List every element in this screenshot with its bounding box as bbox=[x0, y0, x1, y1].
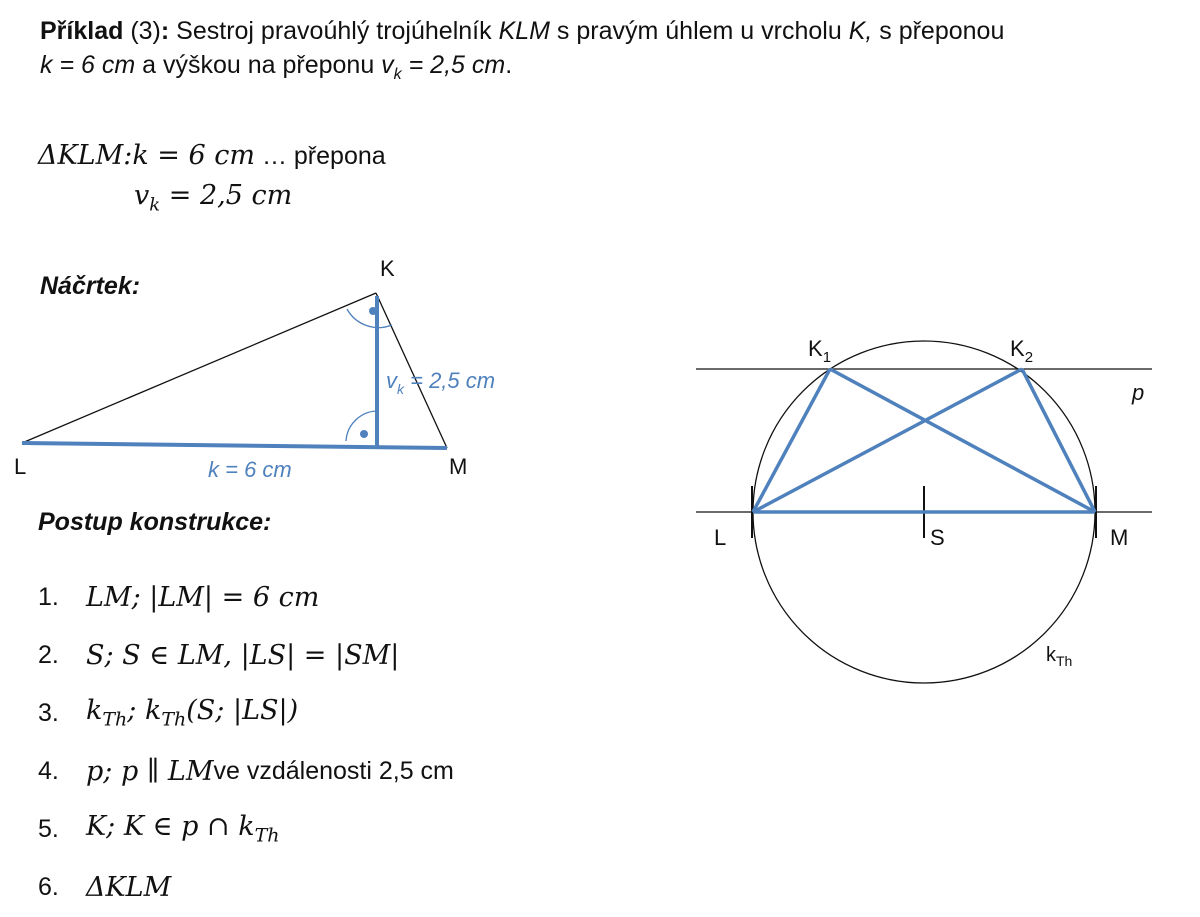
task-line-2: k = 6 cm a výškou na přeponu $v_k = 2,5$ cm. bbox=[40, 51, 513, 83]
label-S: S bbox=[930, 525, 945, 550]
label-p: p bbox=[1132, 380, 1145, 405]
sketch-label-K: K bbox=[380, 256, 395, 281]
sketch-title: Náčrtek: bbox=[40, 272, 141, 300]
label-K2: $K_2$ bbox=[1010, 336, 1034, 366]
label-K1: $K_1$ bbox=[808, 336, 832, 366]
task-number: (3) bbox=[130, 17, 161, 45]
sketch-label-L: L bbox=[14, 454, 27, 479]
task-label: Příklad bbox=[40, 17, 124, 45]
sketch-label-M: M bbox=[449, 454, 468, 479]
construction-title: Postup konstrukce: bbox=[38, 508, 272, 536]
segment-K1M bbox=[830, 369, 1095, 512]
step-3: 3. $k_{Th}$; $k_{Th}(S$; |LS|) bbox=[38, 695, 299, 731]
triangle-name: KLM bbox=[498, 17, 550, 45]
given-triangle: ΔKLM bbox=[38, 140, 124, 171]
label-M: M bbox=[1110, 525, 1129, 550]
label-L: L bbox=[714, 525, 727, 550]
given-hyp: k = 6 cm bbox=[132, 140, 255, 171]
step-4: 4. p; p ∥ LM ve vzdálenosti 2,5 cm bbox=[38, 755, 454, 787]
given-data: ΔKLM:k = 6 cm … přepona $v_k = 2,5$ cm bbox=[38, 140, 386, 216]
step-1: 1. LM; |LM| = 6 cm bbox=[38, 581, 320, 613]
given-hyp-word: přepona bbox=[293, 142, 386, 170]
label-kth: $k_{Th}$ bbox=[1046, 644, 1073, 669]
sketch-label-hyp: k = 6 cm bbox=[208, 457, 292, 482]
task-line-1: Příklad (3): Sestroj pravoúhlý trojúhelník KLM s pravým úhlem u vrcholu K, s přeponou bbox=[40, 17, 1005, 45]
sketch-label-height: $v_k = 2,5$ cm bbox=[386, 368, 496, 397]
given-height: $v_k = 2,5$ cm bbox=[134, 180, 293, 216]
step-6: 6. ΔKLM bbox=[38, 871, 172, 903]
height-value: $v_k = 2,5$ cm bbox=[381, 51, 506, 83]
hypotenuse-value: k = 6 cm bbox=[40, 51, 136, 79]
step-2: 2. S; S ∈ LM, |LS| = |SM| bbox=[38, 639, 400, 671]
step-5: 5. K; K ∈ p ∩ $k_{Th}$ bbox=[38, 811, 280, 847]
